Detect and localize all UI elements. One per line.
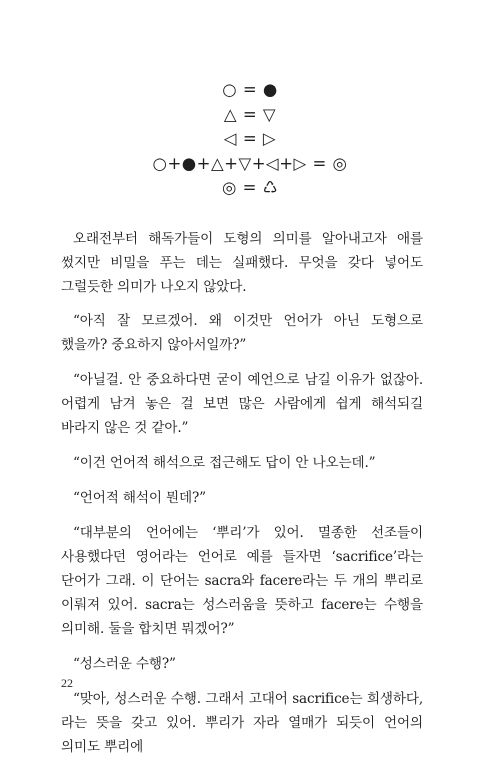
- paragraph: “이건 언어적 해석으로 접근해도 답이 안 나오는데.”: [73, 455, 376, 471]
- paragraph: “성스러운 수행?”: [73, 656, 176, 672]
- body-text: [61, 227, 423, 770]
- symbol-equations: [0, 78, 500, 201]
- symbol-equation-4: ○+●+△+▽+◁+▷ = ◎: [152, 153, 348, 173]
- symbol-equation-5: ◎ = ♺: [221, 178, 278, 197]
- paragraph: “대부분의 언어에는 ‘뿌리’가 있어. 멸종한 선조들이 사용했다던 영어라는 언어로 예를 들자면 ‘sacrifice’라는 단어가 그래. 이 단어는 sacra와 facere라는 두 개의 뿌리로 이뤄져 있어. sacra는 성스러움을 뜻하고 facere는 수행을 의미해. 둘을 합치면 뭐겠어?”: [61, 525, 423, 637]
- paragraph: 오래전부터 해독가들이 도형의 의미를 알아내고자 애를 썼지만 비밀을 푸는 데는 실패했다. 무엇을 갖다 넣어도 그럴듯한 의미가 나오지 않았다.: [61, 231, 423, 295]
- symbol-equation-1: ○ = ●: [222, 80, 278, 99]
- paragraph: “언어적 해석이 뭔데?”: [73, 490, 206, 506]
- paragraph: “맞아, 성스러운 수행. 그래서 고대어 sacrifice는 희생하다,라는 뜻을 갖고 있어. 뿌리가 자라 열매가 되듯이 언어의 의미도 뿌리에: [61, 691, 423, 755]
- symbol-equation-2: △ = ▽: [223, 104, 277, 124]
- paragraph: “아닐걸. 안 중요하다면 굳이 예언으로 남길 이유가 없잖아. 어렵게 남겨 놓은 걸 보면 많은 사람에게 쉽게 해석되길 바라지 않은 것 같아.”: [61, 372, 423, 436]
- paragraph: “아직 잘 모르겠어. 왜 이것만 언어가 아닌 도형으로 했을까? 중요하지 않아서일까?”: [61, 313, 423, 353]
- page-number: 22: [61, 676, 73, 690]
- symbol-equation-3: ◁ = ▷: [223, 129, 277, 148]
